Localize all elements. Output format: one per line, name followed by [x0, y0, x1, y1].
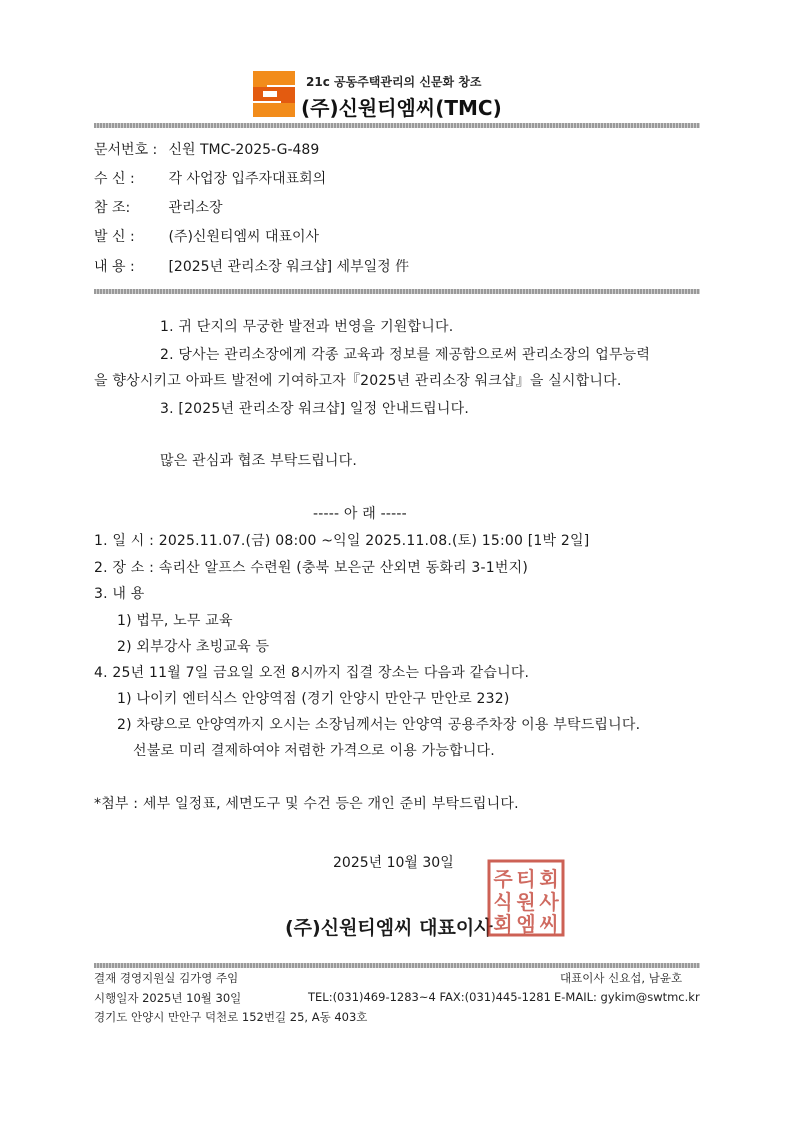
svg-text:엠: 엠 [516, 912, 536, 936]
signature-name: (주)신원티엠씨 대표이사 [285, 917, 493, 939]
footer-approval: 결재 경영지원실 김가영 주임 [94, 971, 239, 985]
closing-remark: 많은 관심과 협조 부탁드립니다. [160, 453, 358, 469]
footer-address: 경기도 안양시 만안구 덕천로 152번길 25, A동 403호 [94, 1010, 368, 1024]
recipient-row [94, 168, 326, 188]
detail-meeting-item-1: 1) 나이키 엔터식스 안양역점 (경기 안양시 만안구 만안로 232) [117, 691, 510, 707]
svg-text:식: 식 [493, 890, 513, 914]
detail-location: 2. 장 소 : 속리산 알프스 수련원 (충북 보은군 산외면 동화리 3-1번지) [94, 560, 528, 576]
reference-row [94, 197, 223, 217]
paragraph-2-line-2: 을 향상시키고 아파트 발전에 기여하고자『2025년 관리소장 워크샵』을 실시합니다. [94, 373, 622, 389]
footer-tel-fax: TEL:(031)469-1283~4 FAX:(031)445-1281 [308, 990, 551, 1004]
svg-text:씨: 씨 [539, 912, 559, 936]
reference-label: 참 조: [94, 200, 131, 216]
detail-content-item-1: 1) 법무, 노무 교육 [117, 613, 233, 629]
doc-number-row [94, 139, 319, 159]
svg-text:원: 원 [516, 890, 536, 914]
detail-datetime: 1. 일 시 : 2025.11.07.(금) 08:00 ~익일 2025.11.08.(토) 15:00 [1박 2일] [94, 533, 590, 549]
detail-content-heading: 3. 내 용 [94, 586, 145, 602]
footer-enforce-date: 시행일자 2025년 10월 30일 [94, 991, 242, 1005]
svg-text:회: 회 [539, 867, 559, 891]
sender: (주)신원티엠씨 대표이사 [168, 229, 320, 245]
company-seal [486, 858, 566, 938]
footer-ceo: 대표이사 신요섭, 남윤호 [560, 971, 683, 985]
reference: 관리소장 [168, 200, 223, 216]
attachment-note: *첨부 : 세부 일정표, 세면도구 및 수건 등은 개인 준비 부탁드립니다. [94, 796, 519, 812]
sender-label: 발 신 : [94, 229, 135, 245]
details-heading: ----- 아 래 ----- [313, 506, 407, 522]
detail-meeting-point: 4. 25년 11월 7일 금요일 오전 8시까지 집결 장소는 다음과 같습니다. [94, 665, 530, 681]
detail-content-item-2: 2) 외부강사 초빙교육 등 [117, 639, 270, 655]
header-divider-top [94, 123, 700, 128]
svg-text:주: 주 [493, 867, 513, 891]
footer-divider [94, 963, 700, 968]
company-name: (주)신원티엠씨(TMC) [301, 96, 502, 120]
doc-number: 신원 TMC-2025-G-489 [168, 142, 320, 158]
sender-row [94, 226, 319, 246]
header-divider-bottom [94, 289, 700, 294]
doc-number-label: 문서번호 : [94, 142, 158, 158]
subject: [2025년 관리소장 워크샵] 세부일정 件 [168, 259, 410, 275]
slogan: 21c 공동주택관리의 신문화 창조 [306, 75, 482, 89]
recipient-label: 수 신 : [94, 171, 135, 187]
paragraph-1: 1. 귀 단지의 무궁한 발전과 번영을 기원합니다. [160, 319, 454, 335]
recipient: 각 사업장 입주자대표회의 [168, 171, 327, 187]
detail-meeting-item-2: 2) 차량으로 안양역까지 오시는 소장님께서는 안양역 공용주차장 이용 부탁드립니다. [117, 717, 641, 733]
svg-text:티: 티 [516, 867, 536, 891]
svg-text:회: 회 [493, 912, 513, 936]
detail-meeting-item-2-cont: 선불로 미리 결제하여야 저렴한 가격으로 이용 가능합니다. [133, 743, 495, 759]
issue-date: 2025년 10월 30일 [333, 855, 454, 871]
company-logo [253, 71, 295, 117]
paragraph-2-line-1: 2. 당사는 관리소장에게 각종 교육과 정보를 제공함으로써 관리소장의 업무능력 [160, 347, 651, 363]
footer-email: E-MAIL: gykim@swtmc.kr [554, 990, 700, 1004]
subject-row [94, 256, 409, 276]
svg-text:사: 사 [539, 890, 559, 914]
paragraph-3: 3. [2025년 관리소장 워크샵] 일정 안내드립니다. [160, 401, 469, 417]
subject-label: 내 용 : [94, 259, 135, 275]
